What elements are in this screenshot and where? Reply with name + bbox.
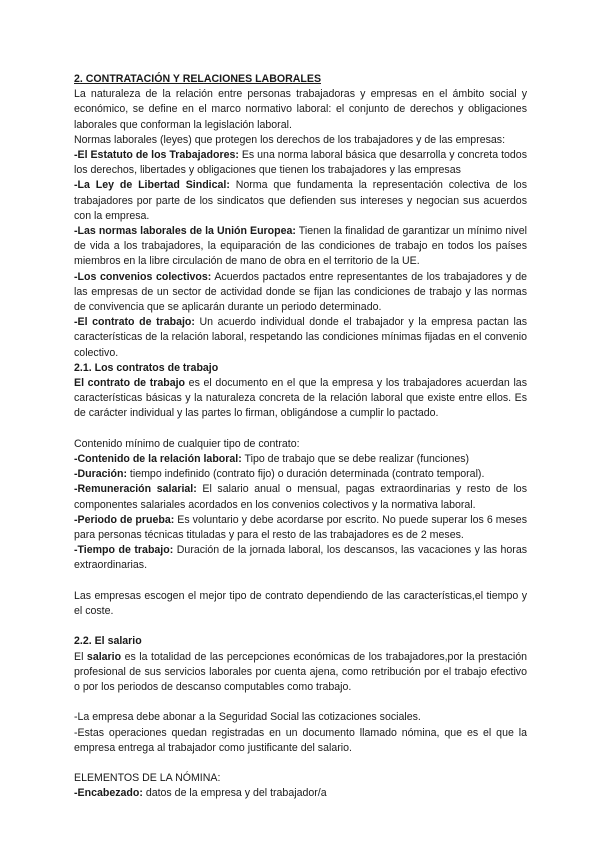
min-item-remuneracion — [74, 482, 527, 512]
item-term: -Tiempo de trabajo: — [74, 544, 174, 557]
norm-text: Norma que fundamenta la representación colectiva de los trabajadores por parte de los sindicatos que defienden sus intereses y negocian sus acuerdos con la empresa. — [74, 179, 527, 222]
definition-term: El contrato de trabajo — [74, 377, 186, 390]
item-text: El salario anual o mensual, pagas extraordinarias y resto de los componentes salariales acordados en los convenios colectivos y la normativa laboral. — [74, 483, 527, 511]
item-text: tiempo indefinido (contrato fijo) o duración determinada (contrato temporal). — [126, 468, 485, 481]
min-item-duracion — [74, 467, 527, 482]
spacer — [74, 574, 527, 589]
norm-term: -Los convenios colectivos: — [74, 270, 212, 283]
norm-text: Un acuerdo individual donde el trabajador y la empresa pactan las características de la relación laboral, respetando las condiciones mínimas fijadas en el convenio colectivo. — [74, 316, 528, 359]
norm-term: -El Estatuto de los Trabajadores: — [74, 149, 239, 162]
norm-item-convenios — [74, 270, 527, 316]
element-term: -Encabezado: — [74, 787, 143, 800]
spacer — [74, 619, 527, 634]
salary-line-nomina: -Estas operaciones quedan registradas en un documento llamado nómina, que es el que la empresa entrega al trabajador como justificante del salario. — [74, 726, 527, 754]
salary-text: es la totalidad de las percepciones económicas de los trabajadores,por la prestación profesional de sus servicios laborales por cuenta ajena, como retribución por el trabajo efectivo o por los periodos de descanso computables como trabajo. — [74, 650, 527, 694]
payroll-elements-title: ELEMENTOS DE LA NÓMINA: — [74, 772, 221, 785]
norm-text: Tienen la finalidad de garantizar un mínimo nivel de vida a los trabajadores, la equiparación de las condiciones de trabajo en todos los países miembros en la libre circulación de mano de obra en el territorio de la UE. — [74, 225, 527, 268]
item-text: Es voluntario y debe acordarse por escrito. No puede superar los 6 meses para personas técnicas tituladas y para el resto de las trabajadores es de 2 meses. — [74, 513, 527, 542]
norm-item-libertad-sindical — [74, 178, 527, 224]
norms-intro: Normas laborales (leyes) que protegen los derechos de los trabajadores y de las empresas: — [74, 133, 506, 146]
norm-term: -Las normas laborales de la Unión Europea: — [74, 225, 296, 238]
norm-item-ue — [74, 224, 527, 270]
element-text: datos de la empresa y del trabajador/a — [142, 787, 327, 800]
item-term: -Duración: — [74, 468, 127, 481]
payroll-element-encabezado — [74, 786, 527, 801]
item-term: -Periodo de prueba: — [74, 513, 175, 526]
spacer — [74, 422, 527, 437]
section-title: 2. CONTRATACIÓN Y RELACIONES LABORALES — [74, 73, 322, 85]
item-text: Tipo de trabajo que se debe realizar (funciones) — [241, 453, 470, 466]
subsection-title-contratos: 2.1. Los contratos de trabajo — [74, 361, 219, 374]
definition-text: es el documento en el que la empresa y los trabajadores acuerdan las características básicas y la naturaleza concreta de la relación laboral que existe entre ellos. Es de carácter individual y las partes lo firman, obligándose a cumplir lo pactado. — [74, 377, 527, 420]
min-item-periodo-prueba — [74, 513, 527, 543]
spacer — [74, 695, 527, 710]
contract-closing: Las empresas escogen el mejor tipo de contrato dependiendo de las características,el tiempo y el coste. — [74, 589, 527, 618]
item-term: -Remuneración salarial: — [74, 483, 197, 496]
norm-item-contrato — [74, 315, 527, 361]
norm-text: Es una norma laboral básica que desarrolla y concreta todos los derechos, libertades y obligaciones que tienen los trabajadores y las empresas — [74, 149, 527, 177]
norm-item-estatuto — [74, 148, 527, 178]
subsection-title-salario: 2.2. El salario — [74, 635, 142, 648]
salary-term: salario — [86, 650, 122, 663]
contract-definition — [74, 376, 527, 422]
item-text: Duración de la jornada laboral, los descansos, las vacaciones y las horas extraordinarias. — [74, 544, 528, 572]
minimum-content-intro: Contenido mínimo de cualquier tipo de contrato: — [74, 437, 300, 450]
salary-pre: El — [74, 650, 87, 663]
intro-paragraph: La naturaleza de la relación entre personas trabajadoras y empresas en el ámbito social y económico, se define en el marco normativo laboral: el conjunto de derechos y obligaciones laborales que conforman la legislación laboral. — [74, 88, 527, 131]
min-item-tiempo — [74, 543, 527, 573]
item-term: -Contenido de la relación laboral: — [74, 453, 242, 466]
salary-definition — [74, 650, 527, 696]
spacer — [74, 756, 527, 771]
norm-term: -El contrato de trabajo: — [74, 316, 195, 329]
norm-term: -La Ley de Libertad Sindical: — [74, 179, 230, 192]
min-item-contenido — [74, 452, 527, 467]
norm-text: Acuerdos pactados entre representantes de los trabajadores y de las empresas de un sector de actividad donde se fijan las condiciones de trabajo y las normas de convivencia que se aplicarán durante un periodo determinado. — [74, 270, 527, 314]
salary-line-seguridad-social: -La empresa debe abonar a la Seguridad Social las cotizaciones sociales. — [74, 711, 421, 724]
